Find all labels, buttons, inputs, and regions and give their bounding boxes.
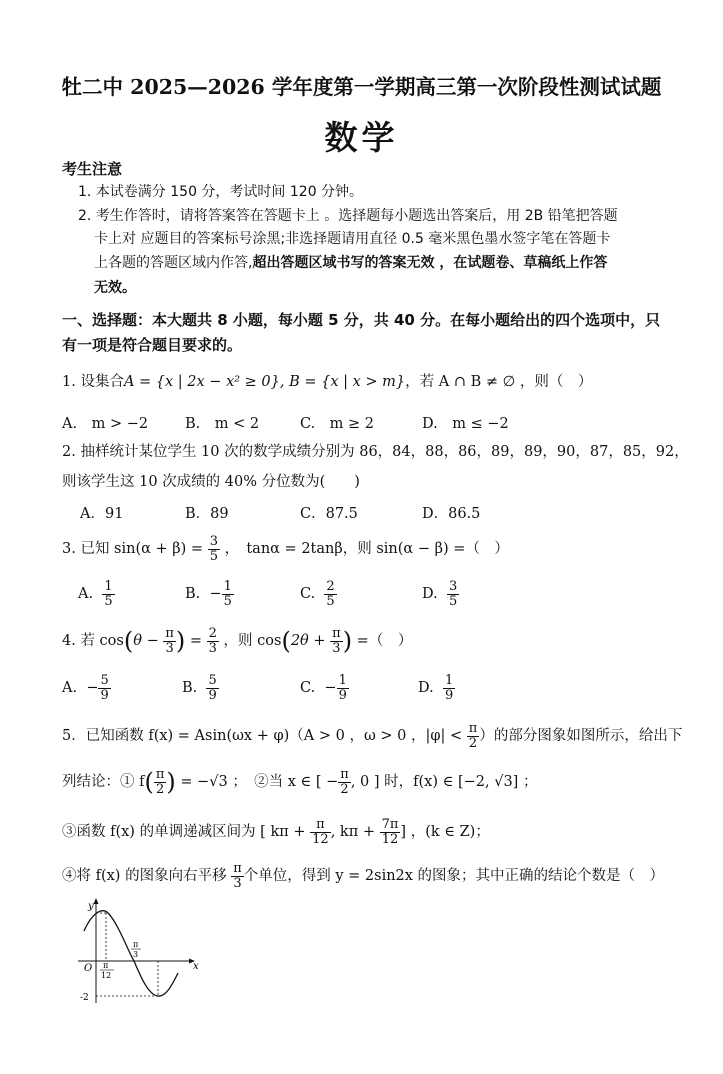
q2-option-d: D．86.5 (422, 506, 481, 522)
question-5-line-4: ④将 f(x) 的图象向右平移 $\frac{\pi}{3}$ 个单位，得到 y = 2sin2x 的图象；其中正确的结论个数是（ ） (62, 861, 665, 891)
q2-option-a: A．91 (80, 506, 124, 522)
q3-fraction: $\frac{3}{5}$ (209, 534, 218, 564)
q1-set-b: , B = {x | x > m} (279, 374, 406, 390)
y-axis-arrow-icon (94, 898, 99, 904)
q4-option-a: A. − $\frac{5}{9}$ (62, 673, 109, 703)
notice-item-2-line-3 (94, 252, 607, 272)
question-1 (62, 370, 592, 391)
graph-origin-label: O (84, 963, 93, 974)
q1-option-d: D. m ≤ −2 (422, 416, 509, 432)
notice-bold-warning: 超出答题区域书写的答案无效 ，在试题卷、草稿纸上作答 (252, 255, 608, 271)
section-1-header-line-2: 有一项是符合题目要求的。 (62, 336, 243, 354)
graph-y-label: y (88, 901, 94, 912)
notice-item-2-line-4: 无效。 (94, 280, 136, 296)
q3-option-b: B. − $\frac{1}{5}$ (185, 579, 232, 609)
q3-option-d: D. $\frac{3}{5}$ (422, 579, 458, 609)
notice-item-2-line-1: 2. 考生作答时，请将答案答在答题卡上 。选择题每小题选出答案后，用 2B 铅笔把答题 (78, 208, 618, 224)
q1-option-b: B. m < 2 (185, 416, 260, 432)
q1-condition: ，若 A ∩ B ≠ ∅ ，则（ ） (405, 374, 593, 390)
question-4: 4. 若 cos(θ − $\frac{\pi}{3}$ ) = $\frac{2}{3}$ ，则 cos(2θ + $\frac{\pi}{3}$ ) =（ ） (62, 626, 413, 656)
tick-pi12-num: π (103, 961, 109, 970)
q3-option-a: A. $\frac{1}{5}$ (78, 579, 113, 609)
q4-option-d: D. $\frac{1}{9}$ (418, 673, 454, 703)
question-5-line-3: ③函数 f(x) 的单调递减区间为 [ kπ + $\frac{\pi}{12}$ , kπ + $\frac{7\pi}{12}$ ] ，(k ∈ Z)； (62, 817, 490, 847)
q4-option-c: C. − $\frac{1}{9}$ (300, 673, 347, 703)
question-5-line-2: 列结论：① f( $\frac{\pi}{2}$ ) = −√3 ； ②当 x ∈ [ − $\frac{\pi}{2}$ , 0 ] 时，f(x) ∈ [−2, √3] ； (62, 767, 538, 797)
graph-x-label: x (193, 961, 199, 972)
graph-min-label: -2 (80, 993, 89, 1003)
question-2-line-2: 则该学生这 10 次成绩的 40% 分位数为( ) (62, 474, 360, 490)
q2-option-c: C．87.5 (300, 506, 358, 522)
tick-pi3-num: π (133, 940, 139, 949)
q3-prefix: 3. 已知 sin(α + β) = (62, 541, 204, 558)
notice-item-1: 1. 本试卷满分 150 分，考试时间 120 分钟。 (78, 184, 364, 200)
section-1-header-line-1: 一、选择题：本大题共 8 小题，每小题 5 分，共 40 分。在每小题给出的四个选项中，只 (62, 311, 661, 329)
notice-item-2-line-2: 卡上对 应题目的答案标号涂黑;非选择题请用直径 0.5 毫米黑色墨水签字笔在答题卡 (94, 231, 611, 247)
tick-pi12-den: 12 (101, 971, 112, 980)
tick-pi3-den: 3 (133, 950, 139, 959)
sine-curve (84, 911, 178, 996)
q2-option-b: B．89 (185, 506, 229, 522)
q1-option-c: C. m ≥ 2 (300, 416, 375, 432)
q1-prefix: 1. 设集合 (62, 374, 124, 390)
subject-title: 数学 (324, 118, 399, 157)
q1-option-a: A. m > −2 (62, 416, 149, 432)
notice-plain-text: 上各题的答题区域内作答, (94, 255, 253, 271)
question-5-line-1: 5．已知函数 f(x) = Asin(ωx + φ)（A > 0 ，ω > 0 ，|φ| < $\frac{\pi}{2}$ ）的部分图象如图所示，给出下 (62, 721, 683, 751)
question-3 (62, 535, 509, 563)
question-2-line-1: 2. 抽样统计某位学生 10 次的数学成绩分别为 86，84，88，86，89，89，90，87，85，92， (62, 444, 689, 460)
q4-option-b: B. $\frac{5}{9}$ (182, 673, 217, 703)
q3-option-c: C. $\frac{2}{5}$ (300, 579, 335, 609)
q3-condition: ， tanα = 2tanβ，则 sin(α − β) =（ ） (224, 541, 509, 558)
q1-set-a: A = {x | 2x − x² ≥ 0} (123, 374, 280, 390)
sine-function-graph (70, 895, 210, 1010)
exam-title: 牡二中 2025—2026 学年度第一学期高三第一次阶段性测试试题 (61, 75, 662, 99)
notice-heading: 考生注意 (62, 160, 123, 178)
